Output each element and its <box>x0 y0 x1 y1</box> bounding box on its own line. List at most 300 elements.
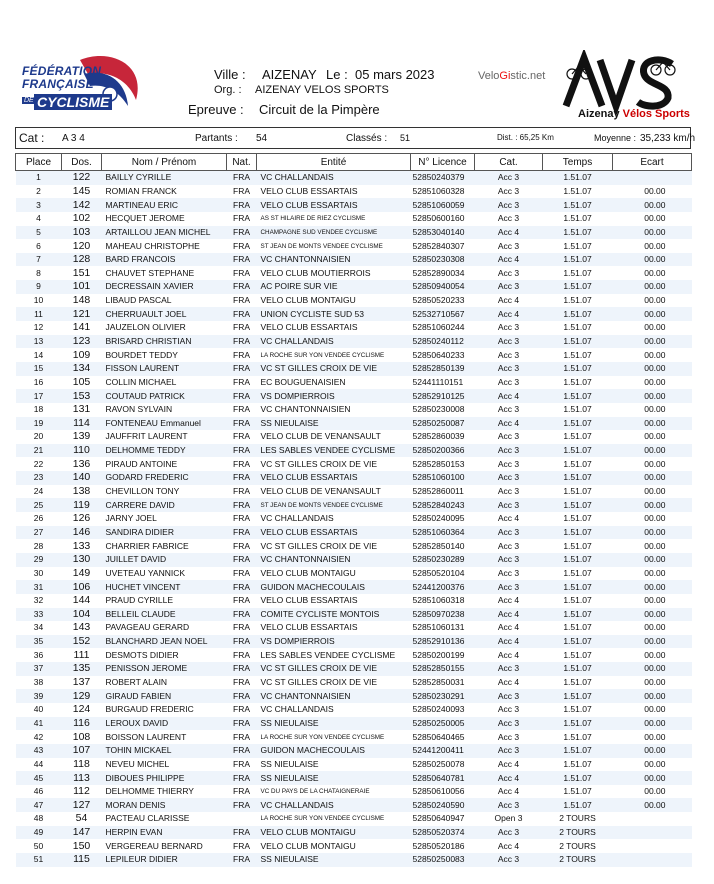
cell-place: 2 <box>36 185 41 196</box>
cell-nat: FRA <box>233 677 250 688</box>
cell-nat: FRA <box>227 717 257 731</box>
cell-ecart: 00.00 <box>644 486 666 497</box>
cell-place: 18 <box>33 404 44 415</box>
cell-dossard: 105 <box>72 375 91 388</box>
cell-place: 49 <box>16 826 62 840</box>
cell-licence: 52853040140 <box>411 226 475 240</box>
table-row <box>16 171 692 185</box>
cell-place: 33 <box>16 608 62 622</box>
cell-place: 23 <box>16 471 62 485</box>
cell-licence: 52850240590 <box>411 798 475 812</box>
cell-place: 10 <box>33 295 44 306</box>
table-row <box>16 853 692 867</box>
cell-nat <box>227 812 257 826</box>
table-row <box>16 212 692 226</box>
cell-ecart: 00.00 <box>644 404 666 415</box>
cell-name: DELHOMME THIERRY <box>105 786 194 797</box>
cell-name: CHAUVET STEPHANE <box>105 267 195 278</box>
cell-nat: FRA <box>233 758 250 769</box>
cell-dossard: 123 <box>62 335 102 349</box>
cell-dossard: 145 <box>72 184 91 197</box>
cell-entite: VC ST GILLES CROIX DE VIE <box>260 677 378 688</box>
cell-nat: FRA <box>233 458 250 469</box>
cell-temps: 1.51.07 <box>543 280 613 294</box>
cell-temps: 1.51.07 <box>563 213 592 224</box>
cell-place: 51 <box>16 853 62 867</box>
cell-dossard: 127 <box>62 798 102 812</box>
cell-licence: 52850230308 <box>411 253 475 267</box>
table-row <box>16 198 692 212</box>
cell-nat: FRA <box>227 389 257 403</box>
cell-licence: 52852910125 <box>411 389 475 403</box>
cell-nat: FRA <box>233 486 250 497</box>
cell-place: 39 <box>16 689 62 703</box>
col-place: Place <box>16 154 62 171</box>
cell-ecart: 00.00 <box>644 431 666 442</box>
cell-temps: 1.51.07 <box>543 335 613 349</box>
cell-ecart <box>613 839 692 853</box>
cell-entite: SS NIEULAISE <box>257 417 411 431</box>
cell-dossard: 135 <box>62 662 102 676</box>
cell-cat: Acc 3 <box>475 526 543 540</box>
distance: Dist. : 65,25 Km <box>497 133 554 142</box>
table-row <box>16 526 692 540</box>
cell-entite: AC POIRE SUR VIE <box>257 280 411 294</box>
cell-place: 7 <box>16 253 62 267</box>
moyenne-label: Moyenne : <box>594 133 637 143</box>
cell-cat: Acc 3 <box>475 580 543 594</box>
results-table <box>15 153 692 867</box>
cell-entite: EC BOUGUENAISIEN <box>260 376 346 387</box>
cell-cat: Acc 3 <box>475 798 543 812</box>
col-entite: Entité <box>257 154 411 171</box>
cell-ecart: 00.00 <box>613 444 692 458</box>
cell-name: PIRAUD ANTOINE <box>105 458 178 469</box>
cell-name: PENISSON JEROME <box>102 662 227 676</box>
cell-nat: FRA <box>227 417 257 431</box>
cell-place: 37 <box>16 662 62 676</box>
table-row <box>16 580 692 594</box>
cell-ecart: 00.00 <box>644 758 666 769</box>
ville-value: AIZENAY <box>262 67 317 82</box>
table-row <box>16 335 692 349</box>
cell-ecart: 00.00 <box>644 240 666 251</box>
cell-cat: Acc 3 <box>497 376 520 387</box>
avs-name: Aizenay Vélos Sports <box>578 108 690 120</box>
cell-entite: VC CHANTONNAISIEN <box>257 689 411 703</box>
cell-cat: Acc 3 <box>475 662 543 676</box>
cell-entite: VELO CLUB DE VENANSAULT <box>260 431 381 442</box>
cell-entite: VELO CLUB MONTAIGU <box>260 840 356 851</box>
cell-dossard: 142 <box>62 198 102 212</box>
cell-ecart <box>613 826 692 840</box>
cell-dossard: 149 <box>72 566 91 579</box>
table-row <box>16 280 692 294</box>
table-row <box>16 553 692 567</box>
cell-licence: 52850640947 <box>412 813 465 824</box>
cell-licence: 52850240095 <box>412 513 465 524</box>
cell-place: 21 <box>16 444 62 458</box>
cell-licence: 52850200199 <box>412 649 465 660</box>
table-row <box>16 512 692 526</box>
cell-dossard: 131 <box>72 403 91 416</box>
cell-ecart: 00.00 <box>644 595 666 606</box>
table-row <box>16 471 692 485</box>
cell-entite: VELO CLUB DE VENANSAULT <box>260 486 381 497</box>
cell-temps: 1.51.07 <box>563 758 592 769</box>
cell-licence: 52851060328 <box>412 185 465 196</box>
cell-nat: FRA <box>227 335 257 349</box>
table-row <box>16 253 692 267</box>
cell-licence: 52850520233 <box>412 295 465 306</box>
date-label: Le : <box>326 67 348 82</box>
ffc-de: DE <box>24 97 34 104</box>
cell-dossard: 129 <box>62 689 102 703</box>
cell-name: BAILLY CYRILLE <box>102 171 227 185</box>
partants-label: Partants : <box>195 133 238 144</box>
cell-dossard: 153 <box>62 389 102 403</box>
table-row <box>16 307 692 321</box>
table-row <box>16 730 692 744</box>
cell-licence: 52850230291 <box>411 689 475 703</box>
table-header <box>16 154 692 171</box>
cell-temps: 1.51.07 <box>563 404 592 415</box>
cell-nat: FRA <box>227 580 257 594</box>
table-row <box>16 689 692 703</box>
ffc-line2: FRANÇAISE <box>22 77 94 91</box>
cell-nat: FRA <box>227 771 257 785</box>
cell-ecart: 00.00 <box>613 744 692 758</box>
cell-name: NEVEU MICHEL <box>105 758 170 769</box>
cell-cat: Acc 3 <box>497 704 520 715</box>
cell-dossard: 138 <box>72 485 91 498</box>
cell-entite: ST JEAN DE MONTS VENDEE CYCLISME <box>257 498 411 512</box>
cell-place: 8 <box>36 267 41 278</box>
cell-nat: FRA <box>233 185 250 196</box>
cell-nat: FRA <box>227 798 257 812</box>
cell-cat: Acc 3 <box>497 349 520 360</box>
cell-temps: 1.51.07 <box>563 486 592 497</box>
cell-entite: VC CHALLANDAIS <box>260 513 334 524</box>
cell-dossard: 118 <box>73 757 90 770</box>
table-row <box>16 703 692 717</box>
table-row <box>16 498 692 512</box>
cell-dossard: 140 <box>62 471 102 485</box>
cell-dossard: 112 <box>73 785 90 798</box>
cell-dossard: 101 <box>62 280 102 294</box>
cell-licence: 52851060100 <box>411 471 475 485</box>
cell-temps: 2 TOURS <box>543 826 613 840</box>
cell-nat: FRA <box>227 253 257 267</box>
cell-place: 31 <box>16 580 62 594</box>
velogistic-logo: VeloGistic.net <box>478 70 546 82</box>
cell-temps: 1.51.07 <box>563 786 592 797</box>
cell-name: LEPILEUR DIDIER <box>102 853 227 867</box>
cell-entite: VC ST GILLES CROIX DE VIE <box>260 458 378 469</box>
cell-place: 25 <box>16 498 62 512</box>
cell-dossard: 141 <box>72 321 91 334</box>
table-row <box>16 758 692 772</box>
cell-licence: 52441200376 <box>411 580 475 594</box>
cell-entite: VS DOMPIERROIS <box>257 389 411 403</box>
cell-place: 29 <box>16 553 62 567</box>
cell-dossard: 111 <box>73 648 90 661</box>
cell-place: 11 <box>16 307 62 321</box>
cell-name: BOISSON LAURENT <box>105 731 187 742</box>
cell-place: 50 <box>33 840 44 851</box>
cell-temps: 1.51.07 <box>563 595 592 606</box>
cell-entite: VC CHALLANDAIS <box>257 171 411 185</box>
cell-cat: Acc 3 <box>497 240 520 251</box>
cell-place: 35 <box>16 635 62 649</box>
cell-ecart: 00.00 <box>613 362 692 376</box>
table-row <box>16 266 692 280</box>
cell-ecart: 00.00 <box>644 295 666 306</box>
cell-cat: Acc 3 <box>475 335 543 349</box>
cell-licence: 52850610056 <box>412 786 465 797</box>
cell-ecart: 00.00 <box>613 307 692 321</box>
cell-licence: 52850640465 <box>412 731 465 742</box>
cell-place: 32 <box>33 595 44 606</box>
cell-ecart <box>613 812 692 826</box>
cat-label: Cat : <box>19 131 45 145</box>
cell-licence: 52852890034 <box>412 267 465 278</box>
cell-dossard: 134 <box>62 362 102 376</box>
cell-dossard: 114 <box>62 417 102 431</box>
cell-place: 9 <box>16 280 62 294</box>
cell-dossard: 121 <box>62 307 102 321</box>
cell-temps: 1.51.07 <box>543 171 613 185</box>
cell-name: TOHIN MICKAEL <box>102 744 227 758</box>
cell-entite: VELO CLUB ESSARTAIS <box>257 526 411 540</box>
cell-name: HERPIN EVAN <box>102 826 227 840</box>
cell-dossard: 139 <box>72 430 91 443</box>
cell-ecart: 00.00 <box>644 376 666 387</box>
cell-entite: VC CHANTONNAISIEN <box>260 404 351 415</box>
cell-dossard: 133 <box>72 539 91 552</box>
cell-cat: Acc 4 <box>475 226 543 240</box>
cell-dossard: 144 <box>72 594 91 607</box>
cell-name: PACTEAU CLARISSE <box>105 813 190 824</box>
cell-entite: VELO CLUB ESSARTAIS <box>257 471 411 485</box>
cell-place: 28 <box>33 540 44 551</box>
cell-place: 12 <box>33 322 44 333</box>
cell-place: 48 <box>33 813 44 824</box>
cell-ecart: 00.00 <box>644 731 666 742</box>
cell-place: 22 <box>33 458 44 469</box>
cell-ecart: 00.00 <box>613 226 692 240</box>
cell-cat: Acc 4 <box>475 417 543 431</box>
cell-entite: VELO CLUB MONTAIGU <box>257 826 411 840</box>
cell-temps: 1.51.07 <box>543 198 613 212</box>
cell-cat: Acc 4 <box>475 771 543 785</box>
cell-nat: FRA <box>233 704 250 715</box>
cell-licence: 52851060131 <box>412 622 465 633</box>
cell-nat: FRA <box>233 376 250 387</box>
cell-entite: VC ST GILLES CROIX DE VIE <box>260 540 378 551</box>
cell-place: 47 <box>16 798 62 812</box>
cell-licence: 52852860011 <box>412 486 464 497</box>
cell-temps: 1.51.07 <box>543 417 613 431</box>
cell-place: 46 <box>33 786 44 797</box>
cell-temps: 2 TOURS <box>559 813 596 824</box>
cell-nat: FRA <box>227 635 257 649</box>
cell-ecart: 00.00 <box>613 335 692 349</box>
cell-nat: FRA <box>233 431 250 442</box>
cell-licence: 52441200411 <box>411 744 475 758</box>
results-body <box>16 171 692 867</box>
cell-entite: LA ROCHE SUR YON VENDEE CYCLISME <box>260 815 385 823</box>
cell-nat: FRA <box>227 553 257 567</box>
cell-place: 24 <box>33 486 44 497</box>
cell-licence: 52850640233 <box>412 349 465 360</box>
cell-licence: 52850640781 <box>411 771 475 785</box>
cell-ecart: 00.00 <box>613 389 692 403</box>
cell-place: 26 <box>33 513 44 524</box>
cell-ecart <box>613 171 692 185</box>
col-licence: N° Licence <box>411 154 475 171</box>
cell-entite: GUIDON MACHECOULAIS <box>257 744 411 758</box>
cell-entite: VC CHALLANDAIS <box>257 798 411 812</box>
table-row <box>16 362 692 376</box>
cell-name: CHARRIER FABRICE <box>105 540 189 551</box>
cell-cat: Acc 4 <box>497 649 520 660</box>
cell-dossard: 136 <box>72 457 91 470</box>
cell-temps: 1.51.07 <box>543 389 613 403</box>
cell-temps: 1.51.07 <box>543 635 613 649</box>
cell-name: MAHEAU CHRISTOPHE <box>105 240 200 251</box>
cell-licence: 52441110151 <box>412 376 464 387</box>
cell-ecart: 00.00 <box>644 513 666 524</box>
cell-entite: VC CHANTONNAISIEN <box>257 253 411 267</box>
cell-ecart: 00.00 <box>644 349 666 360</box>
partants-value: 54 <box>256 133 268 144</box>
cell-licence: 52850600160 <box>412 213 465 224</box>
cell-dossard: 116 <box>62 717 102 731</box>
cell-temps: 1.51.07 <box>543 717 613 731</box>
cell-place: 34 <box>33 622 44 633</box>
cell-nat: FRA <box>233 567 250 578</box>
cell-nat: FRA <box>227 226 257 240</box>
cell-temps: 1.51.07 <box>543 471 613 485</box>
cell-temps: 1.51.07 <box>563 376 592 387</box>
cell-ecart: 00.00 <box>644 458 666 469</box>
cell-name: GODARD FREDERIC <box>102 471 227 485</box>
cell-nat: FRA <box>227 362 257 376</box>
cell-name: JARNY JOEL <box>105 513 157 524</box>
cell-licence: 52852840307 <box>412 240 465 251</box>
cell-name: DECRESSAIN XAVIER <box>102 280 227 294</box>
cell-entite: VELO CLUB MONTAIGU <box>260 295 356 306</box>
cell-place: 15 <box>16 362 62 376</box>
cell-place: 4 <box>36 213 41 224</box>
cell-nat: FRA <box>233 295 250 306</box>
cell-entite: GUIDON MACHECOULAIS <box>257 580 411 594</box>
cell-nat: FRA <box>227 444 257 458</box>
cell-temps: 1.51.07 <box>543 307 613 321</box>
cell-name: LIBAUD PASCAL <box>105 295 172 306</box>
cell-licence: 52850240112 <box>411 335 475 349</box>
cell-cat: Acc 4 <box>497 758 520 769</box>
cell-temps: 1.51.07 <box>543 362 613 376</box>
cell-place: 5 <box>16 226 62 240</box>
cell-ecart: 00.00 <box>613 635 692 649</box>
cell-temps: 1.51.07 <box>563 458 592 469</box>
cell-temps: 1.51.07 <box>563 704 592 715</box>
table-row <box>16 839 692 853</box>
cell-entite: CHAMPAGNE SUD VENDEE CYCLISME <box>257 226 411 240</box>
cell-licence: 52850250087 <box>411 417 475 431</box>
col-name: Nom / Prénom <box>102 154 227 171</box>
cell-nat: FRA <box>233 731 250 742</box>
cell-temps: 1.51.07 <box>543 689 613 703</box>
cell-name: CHERRUAULT JOEL <box>102 307 227 321</box>
cell-place: 17 <box>16 389 62 403</box>
cell-place: 45 <box>16 771 62 785</box>
cell-nat: FRA <box>233 622 250 633</box>
cell-entite: COMITE CYCLISTE MONTOIS <box>257 608 411 622</box>
cell-licence: 52852860039 <box>412 431 465 442</box>
cell-licence: 52850520374 <box>411 826 475 840</box>
cell-cat: Acc 4 <box>475 389 543 403</box>
cell-temps: 1.51.07 <box>543 580 613 594</box>
cell-entite: LES SABLES VENDEE CYCLISME <box>257 444 411 458</box>
cell-entite: VS DOMPIERROIS <box>257 635 411 649</box>
cell-name: BLANCHARD JEAN NOEL <box>102 635 227 649</box>
cell-cat: Acc 3 <box>497 213 520 224</box>
table-row <box>16 389 692 403</box>
cell-place: 3 <box>16 198 62 212</box>
cell-dossard: 102 <box>72 212 91 225</box>
cell-dossard: 143 <box>72 621 91 634</box>
cell-name: UVETEAU YANNICK <box>105 567 186 578</box>
cell-cat: Acc 4 <box>497 840 520 851</box>
cell-nat: FRA <box>233 649 250 660</box>
cell-cat: Acc 3 <box>497 267 520 278</box>
cell-licence: 52850250005 <box>411 717 475 731</box>
cell-temps: 1.51.07 <box>563 540 592 551</box>
cell-name: DELHOMME TEDDY <box>102 444 227 458</box>
org-value: AIZENAY VELOS SPORTS <box>255 84 389 96</box>
cell-cat: Acc 3 <box>475 198 543 212</box>
cell-name: LEROUX DAVID <box>102 717 227 731</box>
cell-licence: 52850250083 <box>411 853 475 867</box>
org-label: Org. : <box>214 84 242 96</box>
cell-licence: 52852850031 <box>412 677 465 688</box>
table-row <box>16 417 692 431</box>
cell-temps: 1.51.07 <box>543 553 613 567</box>
date-value: 05 mars 2023 <box>355 67 435 82</box>
cell-dossard: 130 <box>62 553 102 567</box>
cell-name: DIBOUES PHILIPPE <box>102 771 227 785</box>
cell-ecart: 00.00 <box>644 540 666 551</box>
cell-ecart: 00.00 <box>644 677 666 688</box>
cell-place: 19 <box>16 417 62 431</box>
table-row <box>16 321 692 335</box>
cell-ecart: 00.00 <box>613 771 692 785</box>
cell-name: PAVAGEAU GERARD <box>105 622 190 633</box>
cell-temps: 1.51.07 <box>563 295 592 306</box>
cell-entite: ST JEAN DE MONTS VENDEE CYCLISME <box>260 242 383 250</box>
cell-dossard: 113 <box>62 771 102 785</box>
cell-cat: Acc 3 <box>497 185 520 196</box>
table-row <box>16 594 692 608</box>
cell-nat: FRA <box>233 404 250 415</box>
cell-entite: SS NIEULAISE <box>257 771 411 785</box>
cell-nat: FRA <box>227 498 257 512</box>
cell-licence: 52851060059 <box>411 198 475 212</box>
cell-temps: 1.51.07 <box>563 567 592 578</box>
